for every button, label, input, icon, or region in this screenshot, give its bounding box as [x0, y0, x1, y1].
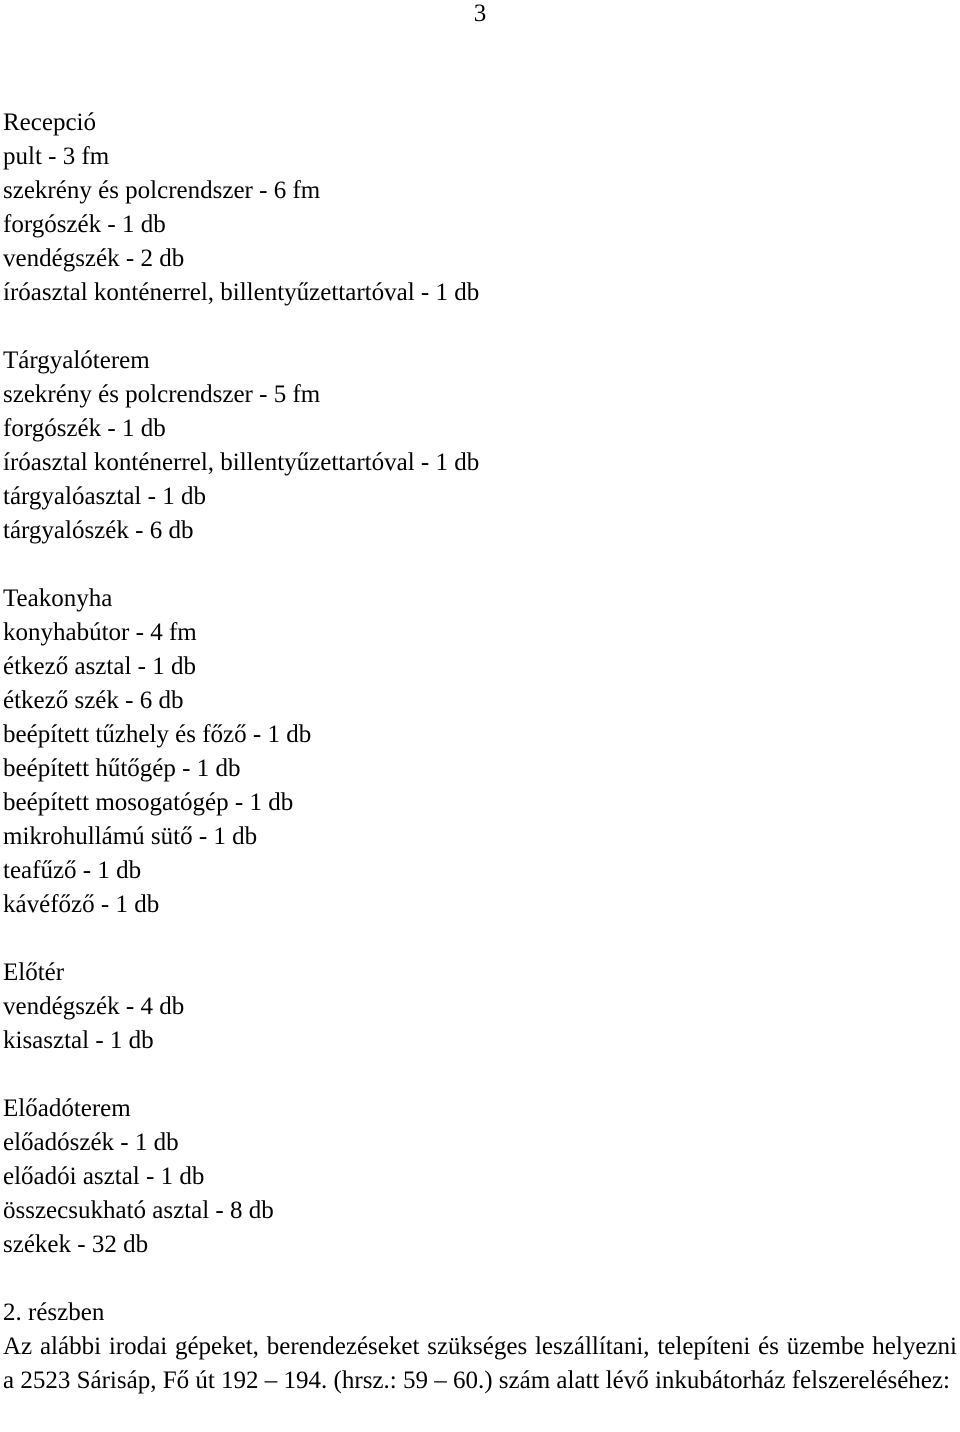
section-recepcio	[3, 106, 957, 310]
part-paragraph: Az alábbi irodai gépeket, berendezéseket szükséges leszállítani, telepíteni és üzembe helyezni a 2523 Sárisáp, Fő út 192 – 194. (hrsz.: 59 – 60.) szám alatt lévő inkubátorház felszereléséhez:	[3, 1333, 957, 1394]
list-item: íróasztal konténerrel, billentyűzettartóval - 1 db	[3, 279, 480, 306]
section-part2	[3, 1296, 957, 1398]
list-item: kisasztal - 1 db	[3, 1027, 154, 1054]
list-item: pult - 3 fm	[3, 143, 110, 170]
list-item: szekrény és polcrendszer - 5 fm	[3, 381, 321, 408]
list-item: tárgyalószék - 6 db	[3, 517, 194, 544]
list-item: előadói asztal - 1 db	[3, 1163, 205, 1190]
list-item: teafűző - 1 db	[3, 857, 142, 884]
list-item: beépített tűzhely és főző - 1 db	[3, 721, 312, 748]
section-heading: Előtér	[3, 959, 65, 986]
list-item: összecsukható asztal - 8 db	[3, 1197, 274, 1224]
list-item: beépített hűtőgép - 1 db	[3, 755, 241, 782]
list-item: mikrohullámú sütő - 1 db	[3, 823, 258, 850]
list-item: kávéfőző - 1 db	[3, 891, 160, 918]
section-heading: Teakonyha	[3, 585, 113, 612]
section-eloadoterem	[3, 1092, 957, 1262]
page-number: 3	[473, 0, 487, 27]
section-eloter	[3, 956, 957, 1058]
list-item: tárgyalóasztal - 1 db	[3, 483, 206, 510]
section-heading: Előadóterem	[3, 1095, 131, 1122]
list-item: székek - 32 db	[3, 1231, 149, 1258]
list-item: forgószék - 1 db	[3, 211, 166, 238]
list-item: vendégszék - 4 db	[3, 993, 185, 1020]
document-body	[3, 106, 957, 1432]
section-targyaloterem	[3, 344, 957, 548]
section-heading: Recepció	[3, 109, 97, 136]
list-item: forgószék - 1 db	[3, 415, 166, 442]
section-teakonyha	[3, 582, 957, 922]
list-item: beépített mosogatógép - 1 db	[3, 789, 294, 816]
section-heading: Tárgyalóterem	[3, 347, 150, 374]
list-item: íróasztal konténerrel, billentyűzettartóval - 1 db	[3, 449, 480, 476]
list-item: konyhabútor - 4 fm	[3, 619, 197, 646]
list-item: vendégszék - 2 db	[3, 245, 185, 272]
list-item: étkező asztal - 1 db	[3, 653, 196, 680]
list-item: szekrény és polcrendszer - 6 fm	[3, 177, 321, 204]
list-item: előadószék - 1 db	[3, 1129, 179, 1156]
list-item: étkező szék - 6 db	[3, 687, 184, 714]
part-heading: 2. részben	[3, 1299, 105, 1326]
